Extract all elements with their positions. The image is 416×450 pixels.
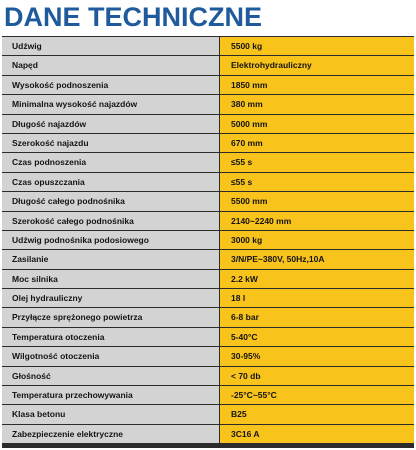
spec-label: Napęd	[2, 56, 219, 74]
spec-label: Moc silnika	[2, 270, 219, 288]
table-row	[2, 212, 414, 230]
spec-label: Głośność	[2, 367, 219, 385]
table-row	[2, 270, 414, 288]
table-row	[2, 250, 414, 268]
spec-label: Olej hydrauliczny	[2, 289, 219, 307]
page-title: DANE TECHNICZNE	[4, 2, 263, 32]
table-row	[2, 328, 414, 346]
spec-label: Czas podnoszenia	[2, 153, 219, 171]
table-row	[2, 95, 414, 113]
spec-value: 5500 mm	[220, 192, 414, 210]
table-row	[2, 347, 414, 365]
spec-value: ≤55 s	[220, 153, 414, 171]
table-row	[2, 192, 414, 210]
spec-value: 1850 mm	[220, 76, 414, 94]
table-row	[2, 173, 414, 191]
spec-label: Szerokość całego podnośnika	[2, 212, 219, 230]
spec-label: Minimalna wysokość najazdów	[2, 95, 219, 113]
spec-value: 380 mm	[220, 95, 414, 113]
spec-label: Wysokość podnoszenia	[2, 76, 219, 94]
spec-value: 2.2 kW	[220, 270, 414, 288]
specs-table	[2, 36, 414, 448]
table-row	[2, 289, 414, 307]
spec-value: ≤55 s	[220, 173, 414, 191]
table-row	[2, 425, 414, 443]
table-row	[2, 76, 414, 94]
table-row	[2, 308, 414, 326]
spec-value: 5500 kg	[220, 37, 414, 55]
spec-value: 5-40°C	[220, 328, 414, 346]
table-row	[2, 231, 414, 249]
spec-label: Zasilanie	[2, 250, 219, 268]
table-row	[2, 153, 414, 171]
spec-value: 30-95%	[220, 347, 414, 365]
table-row	[2, 56, 414, 74]
table-row	[2, 115, 414, 133]
spec-label: Udźwig	[2, 37, 219, 55]
spec-label: Klasa betonu	[2, 405, 219, 423]
spec-label: Temperatura przechowywania	[2, 386, 219, 404]
spec-label: Długość najazdów	[2, 115, 219, 133]
spec-label: Zabezpieczenie elektryczne	[2, 425, 219, 443]
table-row	[2, 405, 414, 423]
spec-value: 670 mm	[220, 134, 414, 152]
table-row	[2, 134, 414, 152]
spec-value: 3000 kg	[220, 231, 414, 249]
spec-value: B25	[220, 405, 414, 423]
spec-value: Elektrohydrauliczny	[220, 56, 414, 74]
spec-label: Szerokość najazdu	[2, 134, 219, 152]
spec-value: 5000 mm	[220, 115, 414, 133]
spec-value: < 70 db	[220, 367, 414, 385]
spec-value: 3/N/PE~380V, 50Hz,10A	[220, 250, 414, 268]
table-row	[2, 37, 414, 55]
spec-value: 3C16 A	[220, 425, 414, 443]
spec-label: Udźwig podnośnika podosiowego	[2, 231, 219, 249]
spec-value: 2140~2240 mm	[220, 212, 414, 230]
spec-label: Przyłącze sprężonego powietrza	[2, 308, 219, 326]
table-row	[2, 367, 414, 385]
spec-value: -25°C~55°C	[220, 386, 414, 404]
spec-label: Czas opuszczania	[2, 173, 219, 191]
spec-label: Długość całego podnośnika	[2, 192, 219, 210]
spec-value: 18 l	[220, 289, 414, 307]
table-row	[2, 386, 414, 404]
spec-label: Temperatura otoczenia	[2, 328, 219, 346]
spec-value: 6-8 bar	[220, 308, 414, 326]
spec-label: Wilgotność otoczenia	[2, 347, 219, 365]
